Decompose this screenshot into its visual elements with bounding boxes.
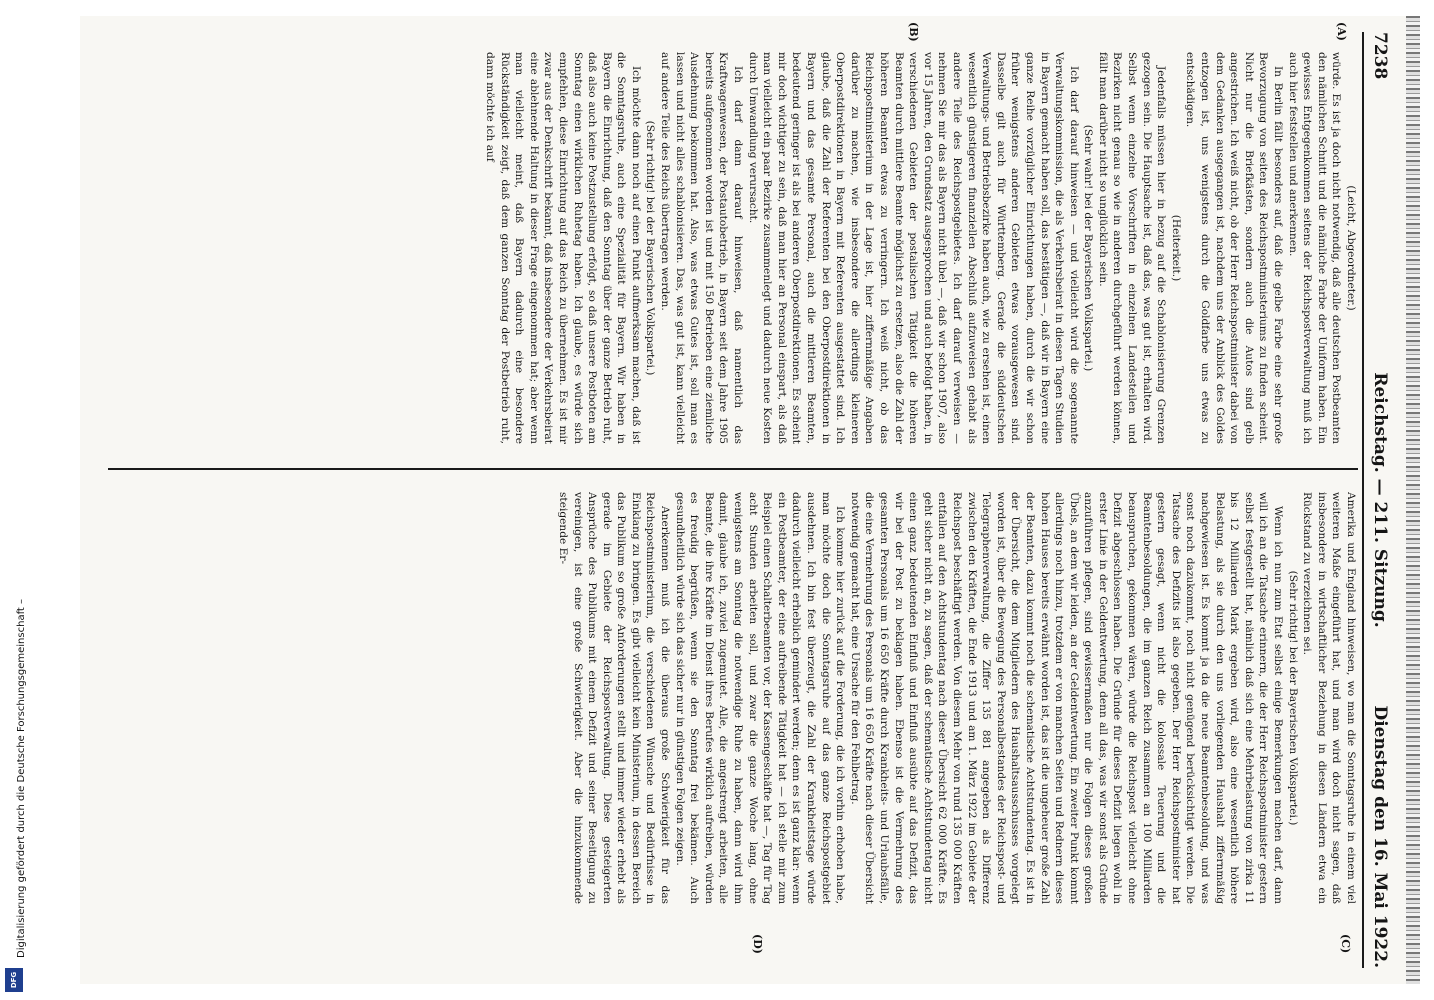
rotated-page-content [80, 16, 1406, 984]
paragraph: Ich darf dann darauf hinweisen, daß namentlich das Kraftwagenwesen, der Postautobetrieb, in Bayern seit dem Jahre 1905 bereits aufgenommen worden ist und mit 150 Betrieben eine ziemliche Ausdehnung bekommen hat. Also, was etwas Gutes ist, soll man es lassen und nicht alles schablonisieren. Das, was gut ist, kann vielleicht auf andere Teile des Reichs übertragen werden. [659, 52, 745, 444]
column-divider [108, 468, 1358, 470]
header-rule [1362, 32, 1364, 968]
digitization-sidebar [0, 0, 30, 1000]
paragraph: Wenn ich nun zum Etat selbst einige Bemerkungen machen darf, dann will ich an die Tatsache erinnern, die der Herr Reichspostminister gestern selbst festgestellt hat, nämlich daß sich eine Mehrbelastung von zirka 11 bis 12 Milliarden Mark ergeben wird, also eine wesentlich höhere Belastung, als sie durch den uns vorliegenden Haushalt ziffernmäßig nachgewiesen ist. Es kommt ja da die neue Beamtenbesoldung, und was sonst noch dazukommt, noch nicht genügend berücksichtigt werden. Die Tatsache des Defizits ist also gegeben. Der Herr Reichspostminister hat gestern gesagt, wenn nicht die kolossale Teuerung und die Beamtenbesoldungen, die im ganzen Reich zusammen an 100 Milliarden beanspruchen, gekommen wären, würde die Reichspost vielleicht ohne Defizit abgeschlossen haben. Die Gründe für dieses Defizit liegen wohl in erster Linie in der Geldentwertung, denn all das, was wir sonst als Gründe anzuführen pflegen, sind gewissermaßen nur die Folgen dieses großen Übels, an dem wir leiden, an der Geldentwertung. Ein zweiter Punkt kommt allerdings noch hinzu, trotzdem er von manchen Seiten und Rednern dieses hohen Hauses bereits erwähnt worden ist, das ist die ungeheuer große Zahl der Beamten, dazu kommt noch die schematische Achtstundentag. Es ist in der Übersicht, die dem Mitgliedern des Haushaltsausschusses vorgelegt worden ist, über die Bewegung des Personalbestandes der Reichspost- und Telegraphenverwaltung, die Ziffer 135 881 angegeben als Differenz zwischen den Kräften, die Ende 1913 und am 1. März 1922 im Gebiete der Reichspost beschäftigt werden. Von diesem Mehr von rund 135 000 Kräften entfallen auf den Achtstundentag nach dieser Übersicht 62 000 Kräfte. Es geht sicher nicht an, zu sagen, daß der schematische Achtstundentag nicht einen ganz bedeutenden Einfluß und Einfluß ausübte auf das Defizit, das wir bei der Post zu beklagen haben. Ebenso ist die Vermehrung des gesamten Personals um 16 650 Kräfte durch Krankheits- und Urlaubsfälle, die eine Vermehrung des Personals um 16 650 Kräfte nach dieser Übersicht notwendig gemacht hat, eine Ursache für den Fehlbetrag. [848, 492, 1285, 904]
dfg-credit-text: Digitalisierung gefördert durch die Deutsche Forschungsgemeinschaft – [16, 598, 27, 958]
left-column [108, 52, 1358, 444]
page-edge [1406, 16, 1420, 984]
section-marker-d: (D) [751, 934, 764, 954]
speaker-line: (Leicht, Abgeordneter.) [1345, 185, 1357, 311]
paragraph: würde. Es ist ja doch nicht notwendig, daß alle deutschen Postbeamten den nämlichen Schnitt und die nämliche Farbe der Uniform haben. Ein gewisses Entgegenkommen seitens der Reichspostverwaltung muß ich auch hier feststellen und anerkennen. [1286, 52, 1343, 444]
right-column [108, 492, 1358, 904]
interjection: (Sehr wahr! bei der Bayerischen Volkspartei.) [1082, 124, 1095, 372]
session-date: Dienstag den 16. Mai 1922. [1370, 705, 1390, 968]
interjection: (Sehr richtig! bei der Bayerischen Volkspartei.) [1286, 570, 1299, 826]
paragraph: Ich möchte dann noch auf einen Punkt aufmerksam machen, daß ist die Sonntagsruhe, auch eine Spezialität für Bayern. Wir haben in Bayern die Einrichtung, daß den Sonntag über der ganze Betrieb ruht, daß also auch keine Postzustellung erfolgt, so daß unsere Postboten am Sonntag einen wirklichen Ruhetag haben. Ich glaube, es würde sich empfehlen, diese Einrichtung auf das Reich zu übernehmen. Es ist mir zwar aus der Denkschrift bekannt, daß insbesondere der Verkehrsbeirat eine ablehnende Haltung in dieser Frage eingenommen hat; aber wenn man vielleicht meint, daß Bayern dadurch eine besondere Rückständigkeit zeigt, daß dem ganzen Sonntag der Postbetrieb ruht, dann möchte ich auf [483, 52, 642, 444]
paragraph: Jedenfalls müssen hier in bezug auf die Schablonisierung Grenzen gezogen sein. Die Hauptsache ist, daß das, was gut ist, erhalten wird. Selbst wenn einzelne Vorschriften in einzelnen Landesteilen und Bezirken nicht genau so wie in anderen durchgeführt werden können, fällt man darüber nicht so unglücklich sein. [1096, 52, 1168, 444]
running-title: Reichstag. — 211. Sitzung. [1370, 372, 1390, 628]
page-header [1366, 32, 1394, 968]
paragraph: Anerkennen muß ich die überaus große Schwierigkeit für das Reichspostministerium, die verschiedenen Wünsche und Bedürfnisse in Einklang zu bringen. Es gibt vielleicht kein Ministerium, in dessen Bereich das Publikum so große Anforderungen stellt und immer wieder erhebt als gerade im Gebiete der Reichspostverwaltung. Diese gesteigerten Ansprüche des Publikums mit einem Defizit und seiner Beseitigung zu vereinigen, ist eine große Schwierigkeit. Aber die hinzukommende steigende Er- [556, 492, 672, 904]
section-marker-b: (B) [907, 22, 920, 42]
interjection: (Heiterkeit.) [1169, 214, 1182, 282]
section-marker-a: (A) [1335, 22, 1348, 41]
paragraph: In Berlin fällt besonders auf, daß die gelbe Farbe eine sehr große Bevorzugung von seiten des Reichspostministeriums zu finden scheint. Nicht nur die Briefkästen, sondern auch die Autos sind gelb angestrichen. Ich weiß nicht, ob der Herr Reichspostminister dabei von dem Gedanken ausgegangen ist, nachdem uns der Anblick des Goldes entzogen ist, uns wenigstens durch die Goldfarbe uns etwas zu entschädigen. [1184, 52, 1285, 444]
paragraph: Amerika und England hinweisen, wo man die Sonntagsruhe in einem viel weiteren Maße eingeführt hat, und man wird doch nicht sagen, daß insbesondere in wirtschaftlicher Beziehung in diesen Ländern etwa ein Rückstand zu verzeichnen sei. [1301, 492, 1357, 904]
interjection: (Sehr richtig! bei der Bayerischen Volkspartei.) [644, 120, 657, 376]
section-marker-c: (C) [1339, 934, 1352, 954]
dfg-logo [5, 968, 23, 992]
dfg-logo-text: DFG [10, 971, 18, 989]
scanned-page [80, 16, 1420, 984]
page-number: 7238 [1370, 32, 1390, 80]
paragraph: Ich darf darauf hinweisen — und vielleicht wird die sogenannte Verwaltungskommission, die als Verkehrsbeirat in diesen Tagen Studien in Bayern gemacht haben soll, das bestätigen —, daß wir in Bayern eine ganze Reihe vorzüglicher Einrichtungen haben, durch die wir schon früher wenigstens anderen Gebieten etwas vorausgewesen sind. Dasselbe gilt auch für Württemberg. Gerade die süddeutschen Verwaltungs- und Betriebsbezirke haben auch, wie zu ersehen ist, einen wesentlich günstigeren finanziellen Abschluß aufzuweisen gehabt als andere Teile des Reichspostgebietes. Ich darf darauf verweisen — nehmen Sie mir das als Bayern nicht übel —, daß wir schon 1907, also vor 15 Jahren, den Grundsatz ausgesprochen und auch befolgt haben, in verschiedenen Gebieten der postalischen Tätigkeit die höheren Beamten durch mittlere Beamte möglichst zu ersetzen, also die Zahl der höheren Beamten etwas zu verringern. Ich weiß nicht, ob das Reichspostministerium in der Lage ist, hier ziffernmäßige Angaben darüber zu machen, wie insbesondere die allerdings kleineren Oberpostdirektionen in Bayern mit Referenten ausgestattet sind. Ich glaube, daß die Zahl der Referenten bei den Oberpostdirektionen in Bayern und das gesamte Personal, auch die mittleren Beamten, bedeutend geringer ist als bei anderen Oberpostdirektionen. Es scheint mir doch wichtiger zu sein, daß man hier an Personal einspart, als daß man vielleicht ein paar Bezirke zusammenlegt und dadurch neue Kosten durch Umwandlung verursacht. [746, 52, 1080, 444]
paragraph: Ich komme hier zurück auf die Forderung, die ich vorhin erhoben habe, man möchte doch die Sonntagsruhe auf das ganze Reichspostgebiet ausdehnen. Ich bin fest überzeugt, die Zahl der Krankheitstage würde dadurch vielleicht erheblich gemindert werden; denn es ist ganz klar: wenn ein Postbeamter, der eine aufreibende Tätigkeit hat — ich stelle mir zum Beispiel einen Schalterbeamten vor, der Kassengeschäfte hat —, Tag für Tag acht Stunden arbeiten soll, und zwar die ganze Woche lang, ohne wenigstens am Sonntag die notwendige Ruhe zu haben, dann wird ihm damit, glaube ich, zuviel zugemutet. Alle, die angestrengt arbeiten, alle Beamte, die ihre Kräfte im Dienst ihres Berufes wirklich aufreiben, würden es freudig begrüßen, wenn sie den Sonntag frei bekämen. Auch gesundheitlich würde sich das sicher nur in günstigen Folgen zeigen. [673, 492, 847, 904]
